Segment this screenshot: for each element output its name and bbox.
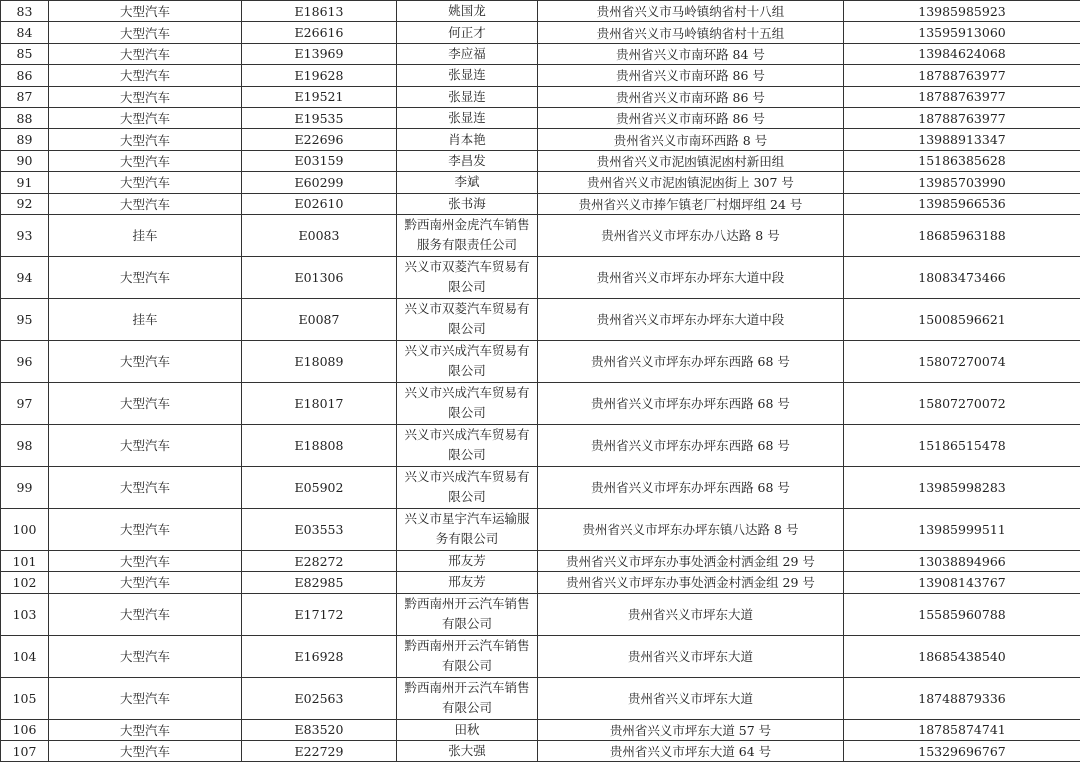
- phone-cell: 18685438540: [844, 635, 1080, 677]
- table-row: [1, 193, 1080, 214]
- phone-cell: 13988913347: [844, 129, 1080, 150]
- plate-number-cell: E03553: [242, 508, 397, 550]
- row-number-cell: 90: [1, 150, 49, 171]
- owner-name-cell: 兴义市兴成汽车贸易有限公司: [397, 340, 538, 382]
- vehicle-type-cell: 大型汽车: [49, 22, 242, 43]
- owner-name-cell: 邢友芳: [397, 550, 538, 571]
- table-row: [1, 214, 1080, 256]
- vehicle-type-cell: 大型汽车: [49, 382, 242, 424]
- address-cell: 贵州省兴义市坪东办八达路 8 号: [538, 214, 844, 256]
- vehicle-type-cell: 大型汽车: [49, 1, 242, 22]
- row-number-cell: 100: [1, 508, 49, 550]
- phone-cell: 13985999511: [844, 508, 1080, 550]
- table-row: [1, 382, 1080, 424]
- table-row: [1, 508, 1080, 550]
- table-row: [1, 677, 1080, 719]
- row-number-cell: 104: [1, 635, 49, 677]
- table-row: [1, 107, 1080, 128]
- address-cell: 贵州省兴义市坪东办坪东大道中段: [538, 298, 844, 340]
- plate-number-cell: E05902: [242, 466, 397, 508]
- address-cell: 贵州省兴义市坪东大道: [538, 635, 844, 677]
- table-row: [1, 550, 1080, 571]
- row-number-cell: 97: [1, 382, 49, 424]
- row-number-cell: 91: [1, 172, 49, 193]
- plate-number-cell: E01306: [242, 256, 397, 298]
- vehicle-type-cell: 大型汽车: [49, 107, 242, 128]
- table-row: [1, 466, 1080, 508]
- row-number-cell: 106: [1, 719, 49, 740]
- address-cell: 贵州省兴义市南环路 86 号: [538, 86, 844, 107]
- address-cell: 贵州省兴义市马岭镇纳省村十八组: [538, 1, 844, 22]
- vehicle-type-cell: 大型汽车: [49, 466, 242, 508]
- address-cell: 贵州省兴义市南环路 86 号: [538, 65, 844, 86]
- plate-number-cell: E13969: [242, 43, 397, 64]
- vehicle-type-cell: 大型汽车: [49, 65, 242, 86]
- table-row: [1, 256, 1080, 298]
- address-cell: 贵州省兴义市坪东大道 64 号: [538, 741, 844, 762]
- owner-name-cell: 兴义市兴成汽车贸易有限公司: [397, 424, 538, 466]
- row-number-cell: 93: [1, 214, 49, 256]
- table-row: [1, 593, 1080, 635]
- owner-name-cell: 田秋: [397, 719, 538, 740]
- owner-name-cell: 兴义市双菱汽车贸易有限公司: [397, 298, 538, 340]
- row-number-cell: 98: [1, 424, 49, 466]
- row-number-cell: 84: [1, 22, 49, 43]
- address-cell: 贵州省兴义市坪东大道: [538, 677, 844, 719]
- phone-cell: 18788763977: [844, 86, 1080, 107]
- phone-cell: 15186385628: [844, 150, 1080, 171]
- plate-number-cell: E18089: [242, 340, 397, 382]
- address-cell: 贵州省兴义市坪东办事处洒金村洒金组 29 号: [538, 572, 844, 593]
- plate-number-cell: E19521: [242, 86, 397, 107]
- table-row: [1, 150, 1080, 171]
- vehicle-type-cell: 大型汽车: [49, 43, 242, 64]
- owner-name-cell: 何正才: [397, 22, 538, 43]
- phone-cell: 15008596621: [844, 298, 1080, 340]
- row-number-cell: 89: [1, 129, 49, 150]
- owner-name-cell: 李斌: [397, 172, 538, 193]
- table-row: [1, 172, 1080, 193]
- phone-cell: 18788763977: [844, 65, 1080, 86]
- address-cell: 贵州省兴义市坪东大道 57 号: [538, 719, 844, 740]
- table-row: [1, 340, 1080, 382]
- phone-cell: 15186515478: [844, 424, 1080, 466]
- vehicle-type-cell: 大型汽车: [49, 508, 242, 550]
- phone-cell: 15807270074: [844, 340, 1080, 382]
- address-cell: 贵州省兴义市南环路 84 号: [538, 43, 844, 64]
- owner-name-cell: 张显连: [397, 107, 538, 128]
- plate-number-cell: E0083: [242, 214, 397, 256]
- address-cell: 贵州省兴义市坪东办坪东西路 68 号: [538, 340, 844, 382]
- address-cell: 贵州省兴义市坪东办坪东西路 68 号: [538, 424, 844, 466]
- plate-number-cell: E83520: [242, 719, 397, 740]
- owner-name-cell: 黔西南州金虎汽车销售服务有限责任公司: [397, 214, 538, 256]
- address-cell: 贵州省兴义市坪东大道: [538, 593, 844, 635]
- address-cell: 贵州省兴义市泥凼镇泥凼街上 307 号: [538, 172, 844, 193]
- owner-name-cell: 兴义市星宇汽车运输服务有限公司: [397, 508, 538, 550]
- plate-number-cell: E17172: [242, 593, 397, 635]
- vehicle-type-cell: 大型汽车: [49, 256, 242, 298]
- phone-cell: 15329696767: [844, 741, 1080, 762]
- row-number-cell: 87: [1, 86, 49, 107]
- vehicle-type-cell: 大型汽车: [49, 86, 242, 107]
- row-number-cell: 99: [1, 466, 49, 508]
- vehicle-type-cell: 大型汽车: [49, 677, 242, 719]
- owner-name-cell: 邢友芳: [397, 572, 538, 593]
- row-number-cell: 88: [1, 107, 49, 128]
- plate-number-cell: E18017: [242, 382, 397, 424]
- plate-number-cell: E82985: [242, 572, 397, 593]
- address-cell: 贵州省兴义市南环西路 8 号: [538, 129, 844, 150]
- row-number-cell: 101: [1, 550, 49, 571]
- table-row: [1, 424, 1080, 466]
- owner-name-cell: 张大强: [397, 741, 538, 762]
- plate-number-cell: E19535: [242, 107, 397, 128]
- phone-cell: 13038894966: [844, 550, 1080, 571]
- phone-cell: 13595913060: [844, 22, 1080, 43]
- phone-cell: 18788763977: [844, 107, 1080, 128]
- owner-name-cell: 李昌发: [397, 150, 538, 171]
- vehicle-type-cell: 大型汽车: [49, 193, 242, 214]
- table-row: [1, 129, 1080, 150]
- phone-cell: 13985703990: [844, 172, 1080, 193]
- vehicle-type-cell: 大型汽车: [49, 340, 242, 382]
- phone-cell: 13908143767: [844, 572, 1080, 593]
- table-row: [1, 635, 1080, 677]
- row-number-cell: 107: [1, 741, 49, 762]
- plate-number-cell: E18808: [242, 424, 397, 466]
- plate-number-cell: E26616: [242, 22, 397, 43]
- owner-name-cell: 张显连: [397, 86, 538, 107]
- table-row: [1, 741, 1080, 762]
- table-row: [1, 1, 1080, 22]
- address-cell: 贵州省兴义市坪东办坪东大道中段: [538, 256, 844, 298]
- plate-number-cell: E22729: [242, 741, 397, 762]
- plate-number-cell: E22696: [242, 129, 397, 150]
- owner-name-cell: 肖本艳: [397, 129, 538, 150]
- row-number-cell: 92: [1, 193, 49, 214]
- plate-number-cell: E02610: [242, 193, 397, 214]
- vehicle-type-cell: 大型汽车: [49, 635, 242, 677]
- row-number-cell: 102: [1, 572, 49, 593]
- row-number-cell: 83: [1, 1, 49, 22]
- row-number-cell: 95: [1, 298, 49, 340]
- phone-cell: 18083473466: [844, 256, 1080, 298]
- address-cell: 贵州省兴义市马岭镇纳省村十五组: [538, 22, 844, 43]
- owner-name-cell: 李应福: [397, 43, 538, 64]
- address-cell: 贵州省兴义市坪东办事处洒金村洒金组 29 号: [538, 550, 844, 571]
- table-body: [1, 1, 1080, 762]
- phone-cell: 18785874741: [844, 719, 1080, 740]
- row-number-cell: 103: [1, 593, 49, 635]
- phone-cell: 18748879336: [844, 677, 1080, 719]
- phone-cell: 15585960788: [844, 593, 1080, 635]
- table-row: [1, 298, 1080, 340]
- owner-name-cell: 兴义市双菱汽车贸易有限公司: [397, 256, 538, 298]
- phone-cell: 13985966536: [844, 193, 1080, 214]
- plate-number-cell: E18613: [242, 1, 397, 22]
- address-cell: 贵州省兴义市坪东办坪东西路 68 号: [538, 466, 844, 508]
- table-row: [1, 65, 1080, 86]
- phone-cell: 13984624068: [844, 43, 1080, 64]
- address-cell: 贵州省兴义市南环路 86 号: [538, 107, 844, 128]
- plate-number-cell: E19628: [242, 65, 397, 86]
- table-row: [1, 22, 1080, 43]
- vehicle-type-cell: 大型汽车: [49, 550, 242, 571]
- owner-name-cell: 黔西南州开云汽车销售有限公司: [397, 677, 538, 719]
- vehicle-type-cell: 大型汽车: [49, 150, 242, 171]
- row-number-cell: 94: [1, 256, 49, 298]
- plate-number-cell: E16928: [242, 635, 397, 677]
- plate-number-cell: E60299: [242, 172, 397, 193]
- plate-number-cell: E03159: [242, 150, 397, 171]
- owner-name-cell: 黔西南州开云汽车销售有限公司: [397, 593, 538, 635]
- row-number-cell: 105: [1, 677, 49, 719]
- vehicle-type-cell: 大型汽车: [49, 572, 242, 593]
- phone-cell: 18685963188: [844, 214, 1080, 256]
- vehicle-type-cell: 大型汽车: [49, 719, 242, 740]
- plate-number-cell: E0087: [242, 298, 397, 340]
- owner-name-cell: 黔西南州开云汽车销售有限公司: [397, 635, 538, 677]
- plate-number-cell: E28272: [242, 550, 397, 571]
- vehicle-type-cell: 大型汽车: [49, 129, 242, 150]
- vehicle-type-cell: 挂车: [49, 214, 242, 256]
- phone-cell: 13985985923: [844, 1, 1080, 22]
- address-cell: 贵州省兴义市坪东办坪东西路 68 号: [538, 382, 844, 424]
- phone-cell: 15807270072: [844, 382, 1080, 424]
- plate-number-cell: E02563: [242, 677, 397, 719]
- table-row: [1, 719, 1080, 740]
- vehicle-type-cell: 大型汽车: [49, 593, 242, 635]
- vehicle-type-cell: 挂车: [49, 298, 242, 340]
- row-number-cell: 96: [1, 340, 49, 382]
- vehicle-type-cell: 大型汽车: [49, 741, 242, 762]
- owner-name-cell: 兴义市兴成汽车贸易有限公司: [397, 382, 538, 424]
- owner-name-cell: 姚国龙: [397, 1, 538, 22]
- phone-cell: 13985998283: [844, 466, 1080, 508]
- row-number-cell: 86: [1, 65, 49, 86]
- address-cell: 贵州省兴义市坪东办坪东镇八达路 8 号: [538, 508, 844, 550]
- owner-name-cell: 兴义市兴成汽车贸易有限公司: [397, 466, 538, 508]
- table-row: [1, 43, 1080, 64]
- vehicle-type-cell: 大型汽车: [49, 172, 242, 193]
- owner-name-cell: 张书海: [397, 193, 538, 214]
- row-number-cell: 85: [1, 43, 49, 64]
- address-cell: 贵州省兴义市捧乍镇老厂村烟坪组 24 号: [538, 193, 844, 214]
- vehicle-type-cell: 大型汽车: [49, 424, 242, 466]
- table-row: [1, 86, 1080, 107]
- address-cell: 贵州省兴义市泥凼镇泥凼村新田组: [538, 150, 844, 171]
- owner-name-cell: 张显连: [397, 65, 538, 86]
- table-row: [1, 572, 1080, 593]
